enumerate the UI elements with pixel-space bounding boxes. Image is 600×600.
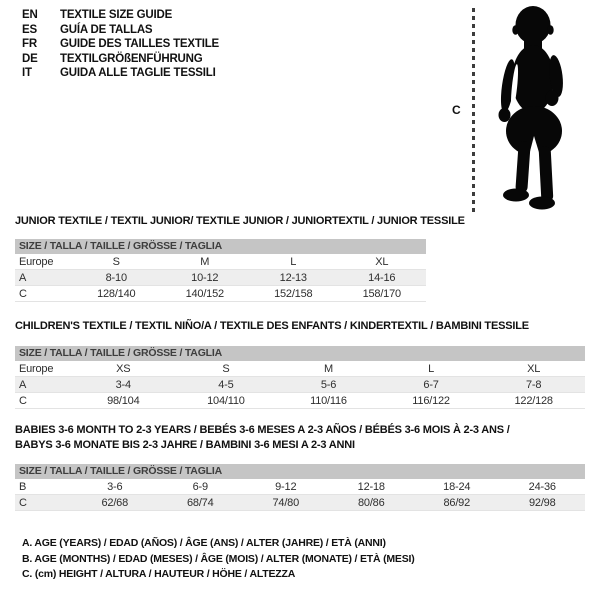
row-label: Europe [19, 363, 54, 375]
size-cell: 3-4 [115, 379, 131, 391]
height-dashed-line [472, 8, 475, 213]
table-title-children [15, 319, 529, 334]
size-cell: 152/158 [274, 288, 313, 300]
size-cell: 110/116 [310, 395, 347, 407]
size-cell: 92/98 [528, 497, 556, 509]
table-row [15, 286, 426, 302]
size-cell: 4-5 [218, 379, 234, 391]
lang-code: ES [22, 23, 37, 36]
row-label: C [19, 395, 27, 407]
lang-label: GUIDE DES TAILLES TEXTILE [60, 38, 219, 50]
lang-label: GUÍA DE TALLAS [60, 23, 153, 36]
lang-row-de [22, 52, 219, 67]
size-cell: 86/92 [443, 497, 471, 509]
lang-code: FR [22, 38, 37, 50]
lang-label: GUIDA ALLE TAGLIE TESSILI [60, 67, 216, 79]
size-cell: L [290, 256, 297, 268]
size-cell: 122/128 [514, 395, 553, 407]
lang-code: DE [22, 52, 38, 65]
lang-label: TEXTILE SIZE GUIDE [60, 9, 173, 21]
size-header-band: SIZE / TALLA / TAILLE / GRÖSSE / TAGLIA [15, 464, 585, 479]
size-cell: 10-12 [191, 272, 219, 284]
table-row [15, 254, 426, 270]
size-cell: 12-13 [279, 272, 307, 284]
size-cell: 128/140 [97, 288, 136, 300]
table-row [15, 361, 585, 377]
size-cell: 3-6 [107, 481, 123, 493]
size-cell: 74/80 [272, 497, 300, 509]
row-label: Europe [19, 256, 54, 268]
size-cell: XL [527, 363, 541, 375]
size-cell: 8-10 [105, 272, 127, 284]
baby-silhouette [486, 3, 586, 215]
table-title-junior [15, 214, 465, 229]
size-cell: 140/152 [185, 288, 224, 300]
lang-row-fr [22, 37, 219, 52]
size-cell: 80/86 [357, 497, 385, 509]
footnotes [22, 536, 415, 583]
row-label: C [19, 497, 27, 509]
row-label: C [19, 288, 27, 300]
size-table-children [15, 346, 585, 409]
size-cell: 6-9 [192, 481, 208, 493]
footnote-b: B. AGE (MONTHS) / EDAD (MESES) / ÂGE (MOIS) / ALTER (MONATE) / ETÀ (MESI) [22, 552, 415, 565]
size-cell: 9-12 [275, 481, 297, 493]
table-title-line2: BABYS 3-6 MONATE BIS 2-3 JAHRE / BAMBINI 3-6 MESI A 2-3 ANNI [15, 439, 355, 451]
row-label: A [19, 379, 27, 391]
table-row [15, 377, 585, 393]
size-cell: 98/104 [107, 395, 140, 407]
size-cell: 24-36 [528, 481, 556, 493]
lang-row-it [22, 66, 219, 81]
size-cell: 5-6 [320, 379, 337, 391]
size-cell: M [324, 363, 333, 375]
row-label: A [19, 272, 27, 284]
size-cell: L [428, 363, 435, 375]
row-label: B [19, 481, 27, 493]
size-table-babies [15, 464, 585, 511]
table-row [15, 393, 585, 409]
size-cell: S [222, 363, 230, 375]
table-title-babies [15, 423, 510, 453]
footnote-c: C. (cm) HEIGHT / ALTURA / HAUTEUR / HÖHE / ALTEZZA [22, 568, 296, 581]
footnote-a: A. AGE (YEARS) / EDAD (AÑOS) / ÂGE (ANS) / ALTER (JAHRE) / ETÀ (ANNI) [22, 537, 386, 549]
table-title-line: BABIES 3-6 MONTH TO 2-3 YEARS / BEBÉS 3-6 MESES A 2-3 AÑOS / BÉBÉS 3-6 MOIS À 2-3 ANS / [15, 424, 510, 436]
size-header-band: SIZE / TALLA / TAILLE / GRÖSSE / TAGLIA [15, 239, 426, 254]
table-title-line: JUNIOR TEXTILE / TEXTIL JUNIOR/ TEXTILE JUNIOR / JUNIORTEXTIL / JUNIOR TESSILE [15, 215, 465, 227]
table-row [15, 479, 585, 495]
lang-code: EN [22, 9, 38, 21]
size-cell: S [112, 256, 120, 268]
size-cell: M [200, 256, 210, 268]
size-cell: 116/122 [412, 395, 450, 407]
lang-code: IT [22, 67, 32, 79]
lang-row-es [22, 23, 219, 38]
size-cell: 158/170 [362, 288, 401, 300]
language-header [22, 8, 219, 81]
table-row [15, 495, 585, 511]
size-header-band: SIZE / TALLA / TAILLE / GRÖSSE / TAGLIA [15, 346, 585, 361]
size-cell: 7-8 [526, 379, 542, 391]
size-table-junior [15, 239, 426, 302]
size-cell: 18-24 [443, 481, 471, 493]
size-cell: XL [375, 256, 389, 268]
size-cell: 6-7 [423, 379, 439, 391]
size-cell: 62/68 [101, 497, 129, 509]
size-cell: 12-18 [357, 481, 385, 493]
lang-row-en [22, 8, 219, 23]
size-cell: 104/110 [207, 395, 245, 407]
table-title-line: CHILDREN'S TEXTILE / TEXTIL NIÑO/A / TEXTILE DES ENFANTS / KINDERTEXTIL / BAMBINI TESSILE [15, 320, 529, 332]
size-cell: XS [116, 363, 131, 375]
size-cell: 68/74 [186, 497, 214, 509]
size-cell: 14-16 [368, 272, 396, 284]
lang-label: TEXTILGRÖßENFÜHRUNG [60, 52, 203, 65]
table-row [15, 270, 426, 286]
height-measure-label: C [452, 103, 461, 117]
